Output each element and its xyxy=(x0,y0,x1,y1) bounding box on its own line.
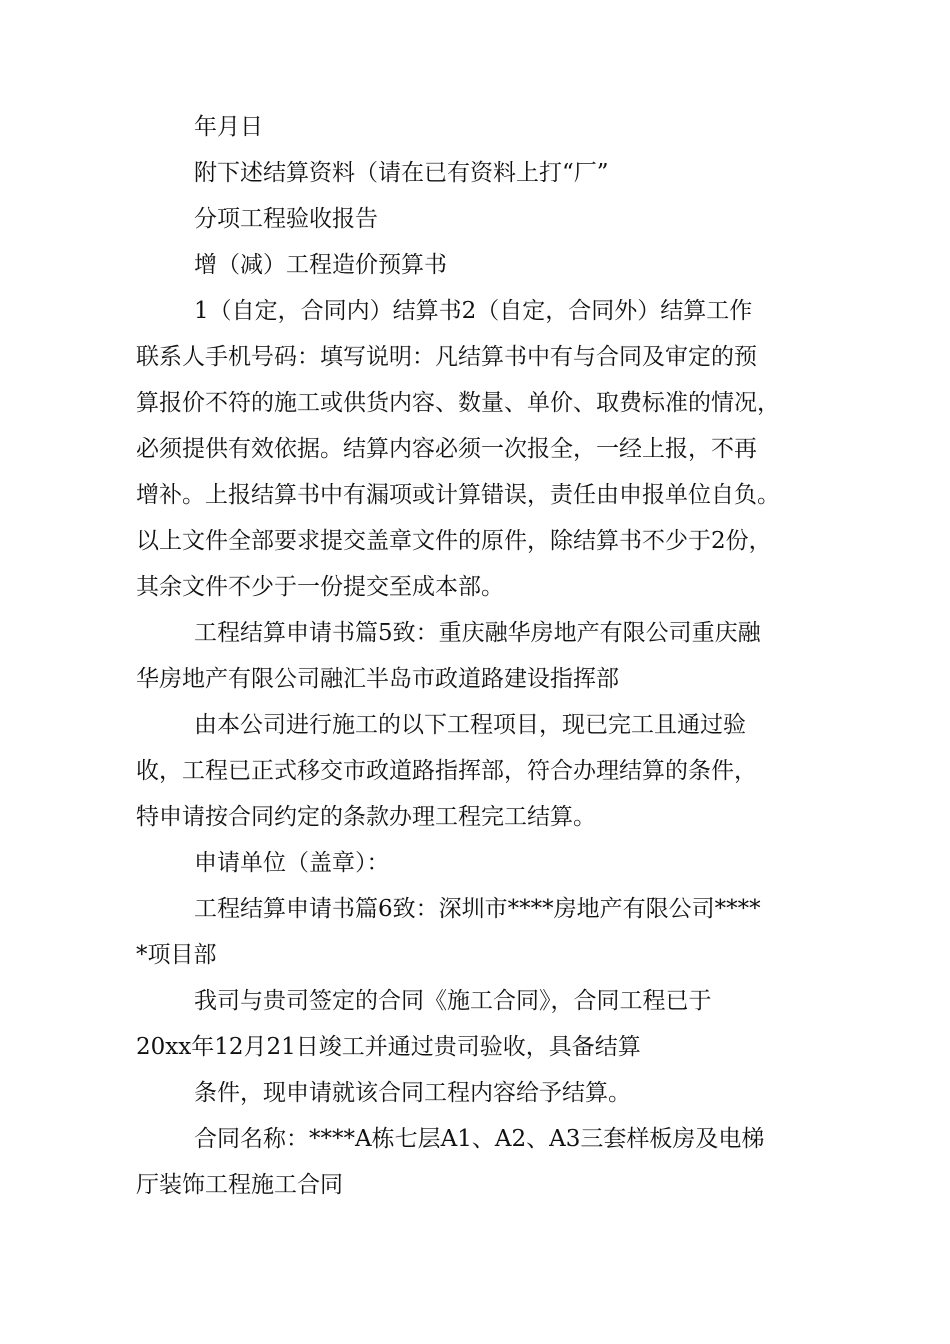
text-line-article6-heading: 工程结算申请书篇6致：深圳市****房地产有限公司**** xyxy=(194,896,761,922)
text-line-article6-recipient: *项目部 xyxy=(136,942,217,968)
text-line-article5-heading: 工程结算申请书篇5致：重庆融华房地产有限公司重庆融 xyxy=(194,620,761,646)
text-line-instructions-6: 其余文件不少于一份提交至成本部。 xyxy=(136,574,504,600)
text-line-article5-recipient: 华房地产有限公司融汇半岛市政道路建设指挥部 xyxy=(136,666,619,692)
text-line-article6-body-3: 条件，现申请就该合同工程内容给予结算。 xyxy=(194,1080,631,1106)
text-line-instructions-1: 联系人手机号码：填写说明：凡结算书中有与合同及审定的预 xyxy=(136,344,757,370)
text-line-settlement-books: 1（自定，合同内）结算书2（自定，合同外）结算工作 xyxy=(194,298,753,324)
text-line-instructions-4: 增补。上报结算书中有漏项或计算错误，责任由申报单位自负。 xyxy=(136,482,780,508)
document-page xyxy=(136,104,836,1208)
text-line-instructions-2: 算报价不符的施工或供货内容、数量、单价、取费标准的情况， xyxy=(136,390,780,416)
text-line-acceptance-report: 分项工程验收报告 xyxy=(194,206,378,232)
text-line-date: 年月日 xyxy=(194,114,263,140)
text-line-contract-name-1: 合同名称：****A栋七层A1、A2、A3三套样板房及电梯 xyxy=(194,1126,765,1152)
text-line-contract-name-2: 厅装饰工程施工合同 xyxy=(136,1172,343,1198)
text-line-instructions-5: 以上文件全部要求提交盖章文件的原件，除结算书不少于2份， xyxy=(136,528,772,554)
text-line-article6-body-2: 20xx年12月21日竣工并通过贵司验收，具备结算 xyxy=(136,1034,641,1060)
text-line-attachments-heading: 附下述结算资料（请在已有资料上打“厂” xyxy=(194,160,609,186)
text-line-instructions-3: 必须提供有效依据。结算内容必须一次报全，一经上报，不再 xyxy=(136,436,757,462)
text-line-article5-body-3: 特申请按合同约定的条款办理工程完工结算。 xyxy=(136,804,596,830)
text-line-article6-body-1: 我司与贵司签定的合同《施工合同》，合同工程已于 xyxy=(194,988,712,1014)
text-line-applicant-seal: 申请单位（盖章）： xyxy=(194,850,390,876)
text-line-article5-body-2: 收，工程已正式移交市政道路指挥部，符合办理结算的条件， xyxy=(136,758,757,784)
text-line-article5-body-1: 由本公司进行施工的以下工程项目，现已完工且通过验 xyxy=(194,712,746,738)
text-line-budget-book: 增（减）工程造价预算书 xyxy=(194,252,447,278)
